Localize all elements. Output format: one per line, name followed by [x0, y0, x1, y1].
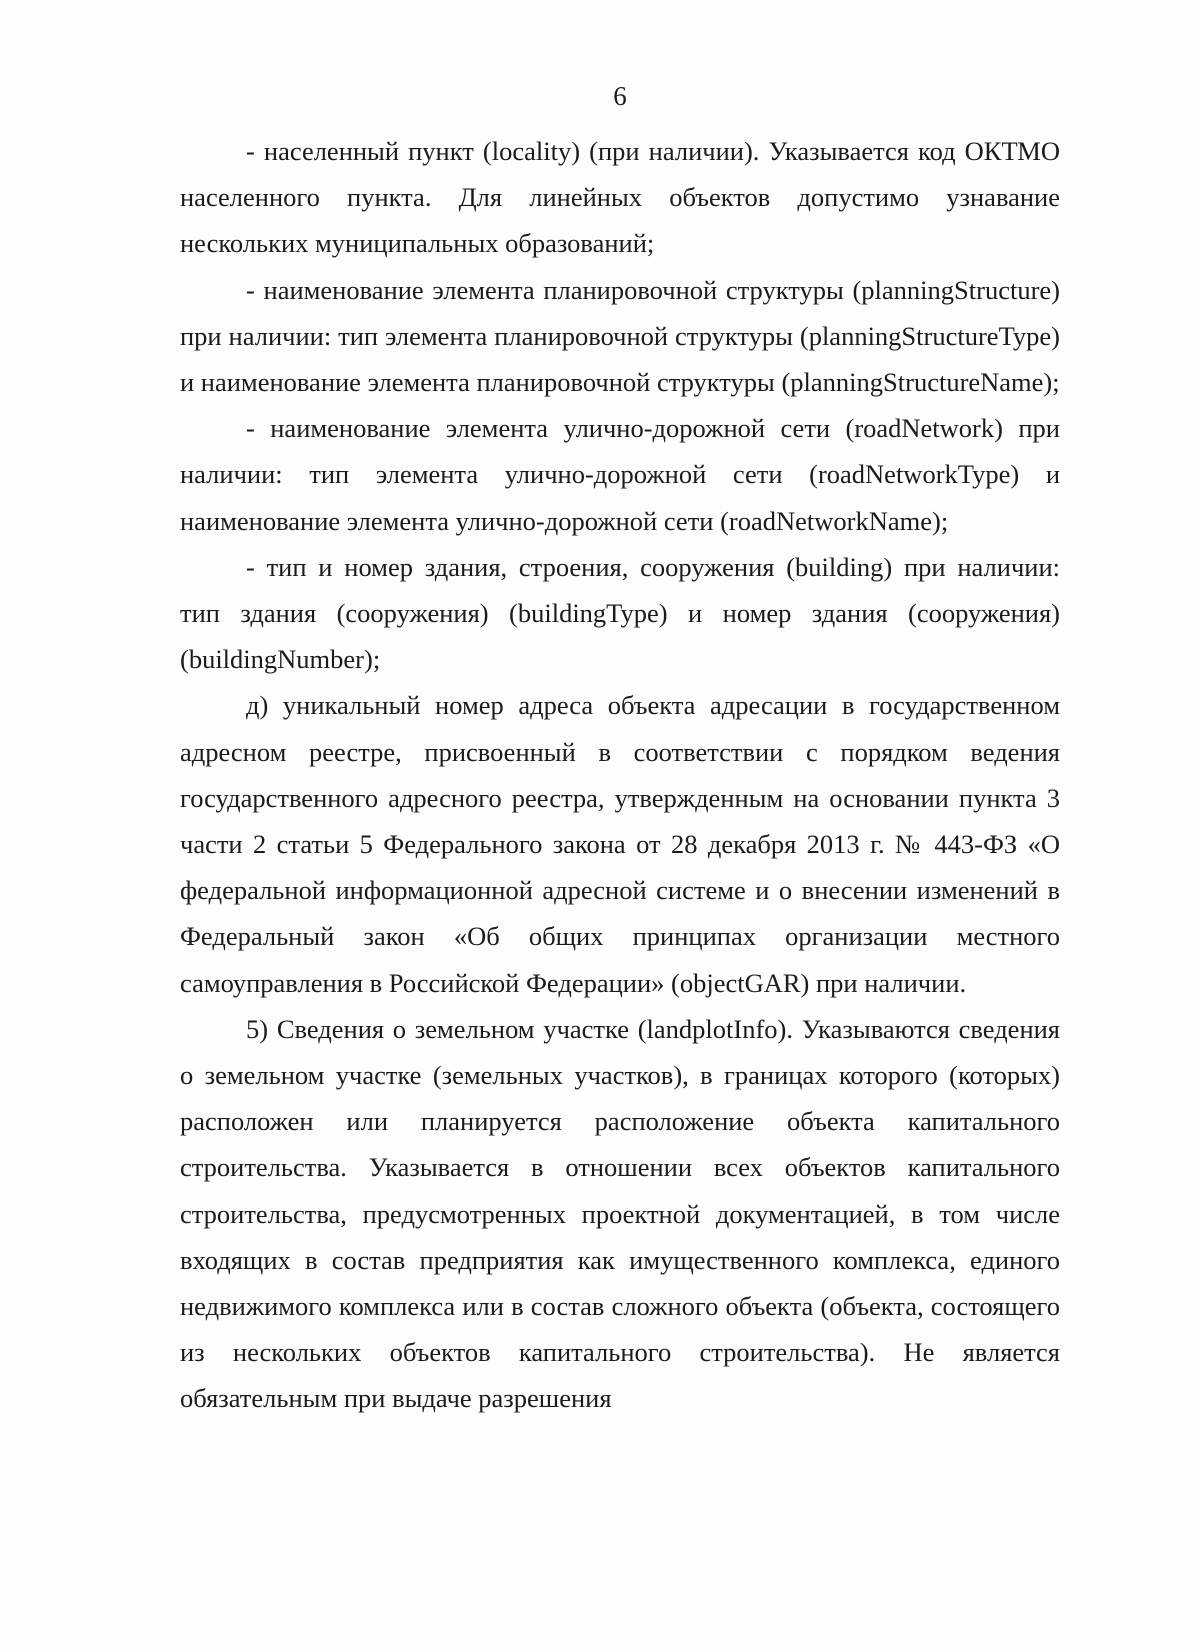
paragraph-road-network: - наименование элемента улично-дорожной сети (roadNetwork) при наличии: тип элемента улично-дорожной сети (roadNetworkType) и наименование элемента улично-дорожной сети (roadNetworkName); [180, 413, 1060, 536]
document-body [180, 128, 1060, 1422]
paragraph-landplot-info: 5) Сведения о земельном участке (landplotInfo). Указываются сведения о земельном участке (земельных участков), в границах которого (которых) расположен или планируется расположение объекта капитального строительства. Указывается в отношении всех объектов капитального строительства, предусмотренных проектной документацией, в том числе входящих в состав предприятия как имущественного комплекса, единого недвижимого комплекса или в состав сложного объекта (объекта, состоящего из нескольких объектов капитального строительства). Не является обязательным при выдаче разрешения [180, 1013, 1060, 1414]
paragraph-locality: - населенный пункт (locality) (при наличии). Указывается код ОКТМО населенного пункта. Для линейных объектов допустимо узнавание нескольких муниципальных образований; [180, 136, 1060, 259]
paragraph-planning-structure: - наименование элемента планировочной структуры (planningStructure) при наличии: тип элемента планировочной структуры (planningStructureType) и наименование элемента планировочной структуры (planningStructureName); [180, 274, 1060, 398]
paragraph-building: - тип и номер здания, строения, сооружения (building) при наличии: тип здания (сооружения) (buildingType) и номер здания (сооружения) (buildingNumber); [180, 551, 1060, 675]
paragraph-object-gar: д) уникальный номер адреса объекта адресации в государственном адресном реестре, присвоенный в соответствии с порядком ведения государственного адресного реестра, утвержденным на основании пункта 3 части 2 статьи 5 Федерального закона от 28 декабря 2013 г. № 443-ФЗ «О федеральной информационной адресной системе и о внесении изменений в Федеральный закон «Об общих принципах организации местного самоуправления в Российской Федерации» (objectGAR) при наличии. [180, 690, 1060, 998]
page-number: 6 [613, 81, 627, 111]
